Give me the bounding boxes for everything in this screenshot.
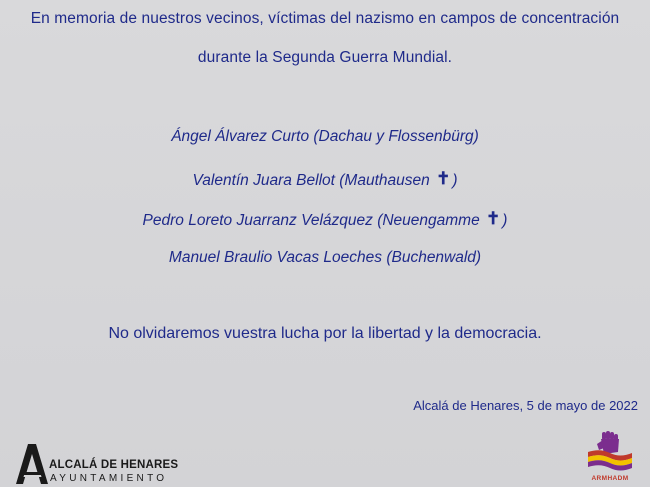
cross-icon: ✝ bbox=[486, 209, 501, 228]
intro-line-2: durante la Segunda Guerra Mundial. bbox=[197, 49, 453, 66]
dateline: Alcalá de Henares, 5 de mayo de 2022 bbox=[413, 398, 638, 413]
intro-line-1: En memoria de nuestros vecinos, víctimas del nazismo en campos de concentración bbox=[30, 10, 620, 27]
victim-name bbox=[0, 170, 650, 190]
ayuntamiento-a-logo-icon bbox=[14, 442, 50, 486]
victim-name bbox=[0, 210, 650, 230]
armhadm-name: ARMHADM bbox=[591, 475, 629, 482]
victim-name-text: ) bbox=[502, 212, 508, 229]
victim-name-text: Valentín Juara Bellot (Mauthausen bbox=[192, 172, 430, 189]
armhadm-fist-logo-icon bbox=[582, 430, 638, 476]
closing-statement: No olvidaremos vuestra lucha por la libertad y la democracia. bbox=[108, 325, 542, 342]
ayuntamiento-name: ALCALÁ DE HENARES bbox=[49, 459, 179, 471]
victim-name-text: ) bbox=[452, 172, 458, 189]
ayuntamiento-subtitle: AYUNTAMIENTO bbox=[50, 473, 168, 484]
ayuntamiento-logo bbox=[14, 442, 179, 486]
armhadm-logo bbox=[582, 430, 638, 484]
victim-name: Ángel Álvarez Curto (Dachau y Flossenbürg) bbox=[171, 128, 479, 145]
cross-icon: ✝ bbox=[436, 169, 451, 188]
victim-name: Manuel Braulio Vacas Loeches (Buchenwald) bbox=[168, 249, 482, 266]
victim-name-text: Pedro Loreto Juarranz Velázquez (Neuengamme bbox=[142, 212, 480, 229]
